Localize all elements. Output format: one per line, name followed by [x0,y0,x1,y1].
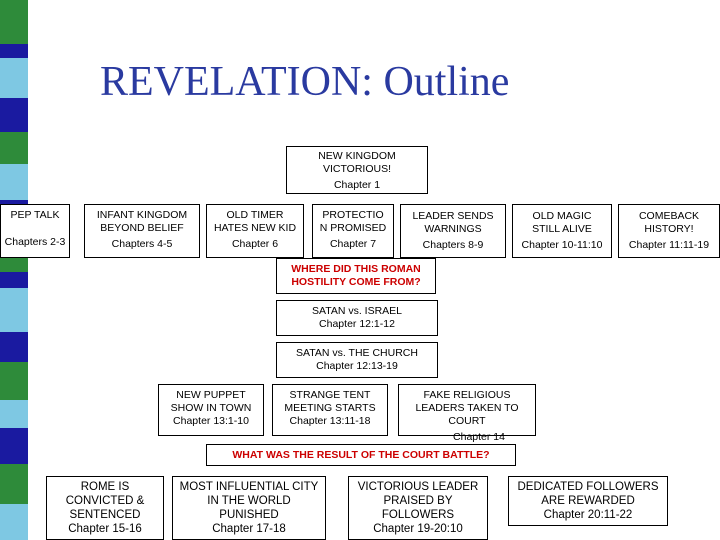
row4-box-1-line3: SENTENCED [69,509,141,521]
row1-box-3-line2: HATES NEW KID [213,222,297,234]
satan-israel-box [276,300,438,336]
row3-box-1-chapter: Chapter 13:1-10 [173,415,249,427]
satan-church-title: SATAN vs. THE CHURCH [296,347,418,359]
row1-box-2-line2: BEYOND BELIEF [100,222,184,234]
row1-box-7 [618,204,720,258]
row1-box-4 [312,204,394,258]
row4-box-1-chapter: Chapter 15-16 [68,523,142,535]
question-1-line1: WHERE DID THIS ROMAN [291,263,421,275]
row4-box-3-chapter: Chapter 19-20:10 [373,523,463,535]
row1-box-2-line1: INFANT KINGDOM [96,209,188,221]
row4-box-2-chapter: Chapter 17-18 [212,523,286,535]
row1-box-2 [84,204,200,258]
row1-box-1-line1: PEP TALK [10,209,60,221]
row1-box-5-chapter: Chapters 8-9 [422,239,484,251]
row1-box-6-line1: OLD MAGIC [532,210,592,222]
row3-box-2-line1: STRANGE TENT [289,389,371,401]
row4-box-3-line1: VICTORIOUS LEADER [357,481,479,493]
row3-box-2 [272,384,388,436]
row3-box-3-line1: FAKE RELIGIOUS [423,389,511,401]
decorative-strip [0,0,28,540]
row1-box-5-line1: LEADER SENDS [412,210,494,222]
row4-box-1-line2: CONVICTED & [65,495,145,507]
row4-box-4 [508,476,668,526]
question-2-text: WHAT WAS THE RESULT OF THE COURT BATTLE? [232,449,490,461]
row1-box-7-line1: COMEBACK [638,210,700,222]
row3-box-1-line1: NEW PUPPET [176,389,246,401]
row4-box-1 [46,476,164,540]
row1-box-3-chapter: Chapter 6 [231,238,279,250]
row1-box-7-line2: HISTORY! [644,223,694,235]
top-box [286,146,428,194]
satan-church-chapter: Chapter 12:13-19 [316,360,398,372]
row1-box-4-line1: PROTECTIO [322,209,384,221]
row1-box-5 [400,204,506,258]
row3-box-3-chapter: Chapter 14 [453,431,505,443]
row3-box-3-chapter-label [398,431,560,445]
row1-box-5-line2: WARNINGS [424,223,482,235]
top-box-line2: VICTORIOUS! [322,163,392,175]
row1-box-1 [0,204,70,258]
row1-box-3 [206,204,304,258]
row4-box-3 [348,476,488,540]
question-1-line2: HOSTILITY COME FROM? [291,276,421,288]
satan-church-box [276,342,438,378]
row4-box-4-chapter: Chapter 20:11-22 [543,509,633,521]
page-title: REVELATION: Outline [100,59,510,105]
row4-box-2-line3: PUNISHED [219,509,279,521]
row1-box-2-chapter: Chapters 4-5 [111,238,173,250]
row3-box-2-chapter: Chapter 13:11-18 [289,415,371,427]
row3-box-3 [398,384,536,436]
row1-box-4-chapter: Chapter 7 [329,238,377,250]
row4-box-4-line2: ARE REWARDED [541,495,635,507]
row4-box-3-line3: FOLLOWERS [381,509,455,521]
question-box-2 [206,444,516,466]
row1-box-7-chapter: Chapter 11:11-19 [628,239,710,251]
row4-box-2-line1: MOST INFLUENTIAL CITY [179,481,319,493]
row1-box-3-line1: OLD TIMER [226,209,284,221]
satan-israel-title: SATAN vs. ISRAEL [311,305,403,317]
row1-box-6 [512,204,612,258]
row3-box-2-line2: MEETING STARTS [284,402,376,414]
row3-box-3-line3: COURT [448,415,486,427]
top-box-line1: NEW KINGDOM [318,150,396,162]
row3-box-3-line2: LEADERS TAKEN TO [415,402,519,414]
row3-box-1-line2: SHOW IN TOWN [170,402,252,414]
top-box-chapter: Chapter 1 [333,179,381,191]
question-box-1 [276,258,436,294]
row4-box-1-line1: ROME IS [80,481,130,493]
row3-box-1 [158,384,264,436]
row4-box-4-line1: DEDICATED FOLLOWERS [517,481,659,493]
satan-israel-chapter: Chapter 12:1-12 [319,318,395,330]
row1-box-6-chapter: Chapter 10-11:10 [521,239,603,251]
row1-box-4-line2: N PROMISED [319,222,387,234]
row4-box-3-line2: PRAISED BY [383,495,453,507]
row4-box-2 [172,476,326,540]
row1-box-1-chapter: Chapters 2-3 [4,236,66,248]
row1-box-6-line2: STILL ALIVE [532,223,592,235]
row4-box-2-line2: IN THE WORLD [207,495,291,507]
